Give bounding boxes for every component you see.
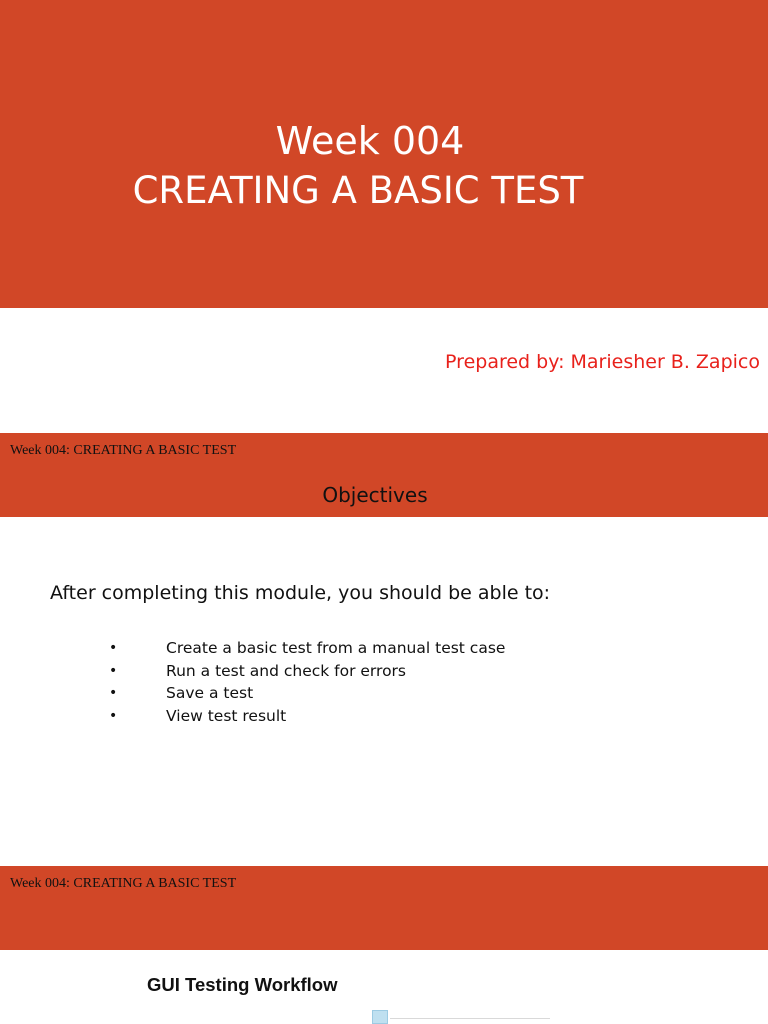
- objective-text: Run a test and check for errors: [166, 661, 407, 680]
- workflow-title: GUI Testing Workflow: [147, 974, 338, 995]
- objectives-header-bar: [0, 433, 768, 517]
- objective-text: Create a basic test from a manual test case: [166, 639, 506, 657]
- objective-text: Save a test: [166, 684, 254, 702]
- title-slide-banner: [0, 0, 768, 308]
- objective-item: [0, 637, 768, 660]
- objectives-title: Objectives: [322, 483, 428, 507]
- bullet-icon: •: [109, 662, 118, 679]
- bullet-icon: •: [109, 685, 118, 701]
- prepared-by-credit: Prepared by: Mariesher B. Zapico: [445, 351, 760, 373]
- diagram-step-marker: [372, 1010, 388, 1024]
- objectives-header-label: Week 004: CREATING A BASIC TEST: [10, 443, 237, 458]
- bullet-icon: •: [109, 707, 118, 724]
- objective-text: View test result: [166, 706, 287, 725]
- diagram-divider: [390, 1018, 550, 1019]
- objective-item: [0, 705, 768, 728]
- workflow-header-bar: [0, 866, 768, 950]
- workflow-header-label: Week 004: CREATING A BASIC TEST: [10, 876, 237, 891]
- objective-item: [0, 682, 768, 705]
- objectives-list: [0, 637, 768, 727]
- bullet-icon: •: [109, 640, 118, 656]
- workflow-diagram: [372, 1010, 552, 1024]
- objectives-intro: After completing this module, you should be able to:: [50, 582, 551, 604]
- objective-item: [0, 660, 768, 683]
- slide-title-topic: CREATING A BASIC TEST: [132, 169, 584, 212]
- slide-title-week: Week 004: [275, 119, 465, 163]
